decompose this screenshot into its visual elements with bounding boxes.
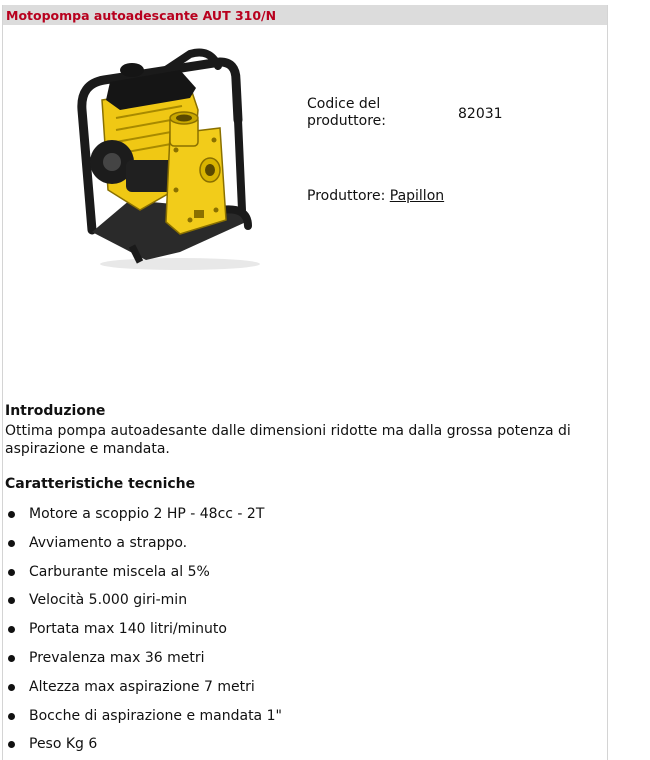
spec-text: Peso Kg 6 — [29, 736, 98, 753]
spec-text: Prevalenza max 36 metri — [29, 649, 205, 666]
spec-item — [5, 500, 282, 529]
spec-text: Bocche di aspirazione e mandata 1" — [29, 707, 282, 724]
spec-item — [5, 529, 282, 558]
bullet-icon — [8, 569, 15, 576]
bullet-icon — [8, 540, 15, 547]
manufacturer-row — [307, 188, 444, 204]
bullet-icon — [8, 713, 15, 720]
spec-text: Velocità 5.000 giri-min — [29, 592, 188, 609]
spec-item — [5, 644, 282, 673]
specs-heading: Caratteristiche tecniche — [5, 476, 196, 492]
bullet-icon — [8, 655, 15, 662]
spec-text: Altezza max aspirazione 7 metri — [29, 678, 255, 695]
spec-item — [5, 586, 282, 615]
bullet-icon — [8, 684, 15, 691]
spec-text: Carburante miscela al 5% — [29, 563, 210, 580]
bullet-icon — [8, 511, 15, 518]
motor-pump-image — [70, 40, 260, 280]
bullet-icon — [8, 741, 15, 748]
bullet-icon — [8, 626, 15, 633]
spec-text: Portata max 140 litri/minuto — [29, 621, 227, 638]
intro-text: Ottima pompa autoadesante dalle dimensioni ridotte ma dalla grossa potenza di aspirazione e mandata. — [5, 423, 571, 457]
manufacturer-link[interactable]: Papillon — [389, 188, 445, 204]
spec-item — [5, 673, 282, 702]
spec-item — [5, 558, 282, 587]
spec-list — [5, 500, 282, 759]
product-title: Motopompa autoadescante AUT 310/N — [6, 8, 277, 23]
manufacturer-label: Produttore: — [307, 188, 386, 204]
spec-item — [5, 615, 282, 644]
intro-heading: Introduzione — [5, 403, 106, 419]
manufacturer-code-value: 82031 — [458, 106, 503, 122]
title-bar — [3, 5, 607, 25]
manufacturer-code-label: Codice del produttore: — [307, 96, 386, 129]
bullet-icon — [8, 597, 15, 604]
spec-item — [5, 730, 282, 759]
spec-text: Motore a scoppio 2 HP - 48cc - 2T — [29, 506, 265, 522]
spec-text: Avviamento a strappo. — [29, 534, 188, 551]
spec-item — [5, 702, 282, 731]
